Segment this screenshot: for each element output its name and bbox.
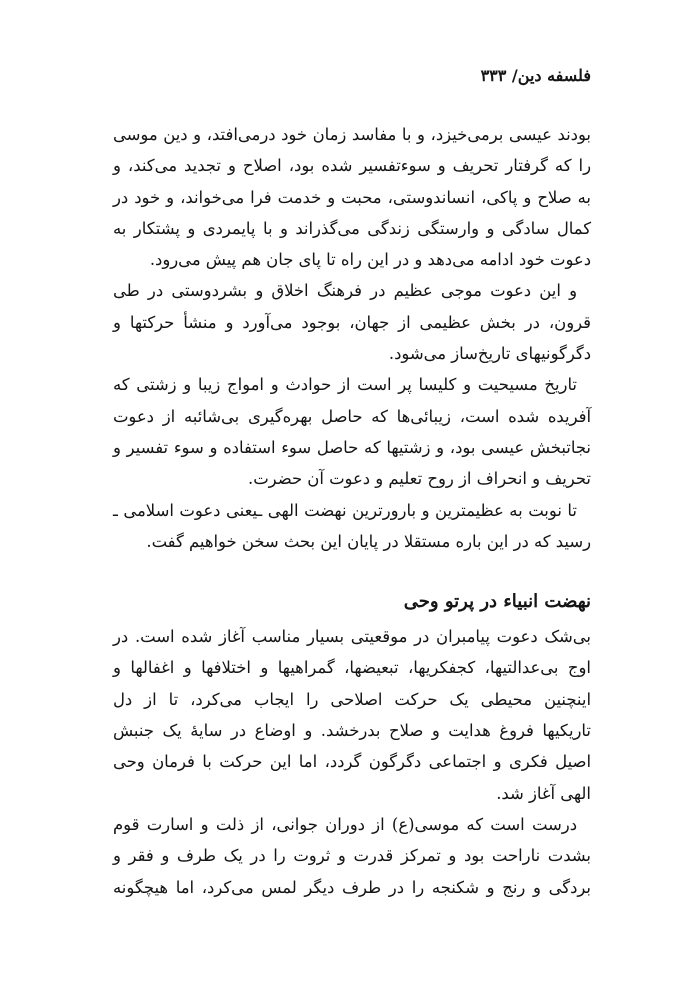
text-line: و این دعوت موجی عظیم در فرهنگ اخلاق و بشردوستی در طی [113,281,577,301]
paragraph [113,495,591,558]
text-line: تاریخ مسیحیت و کلیسا پر است از حوادث و امواج زیبا و زشتی که [113,375,577,395]
text-line: درست است که موسی(ع) از دوران جوانی، از ذلت و اسارت قوم [113,814,577,834]
text-line: را که گرفتار تحریف و سوءتفسیر شده بود، اصلاح و تجدید می‌کند، و [113,156,591,176]
text-line: آفریده شده است، زیبائی‌ها که حاصل بهره‌گیری بی‌شائبه از دعوت [113,406,591,426]
text-line: اینچنین محیطی یک حرکت اصلاحی را ایجاب می‌کرد، تا از دل [113,689,591,709]
text-line: بودند عیسی برمی‌خیزد، و با مفاسد زمان خود درمی‌افتد، و دین موسی [113,125,591,144]
text-line: کمال سادگی و وارستگی زندگی می‌گذراند و با پایمردی و پشتکار به [113,218,591,238]
page-body [113,119,591,903]
text-line: بردگی و رنج و شکنجه را در طرف دیگر لمس می‌کرد، اما هیچگونه [113,877,591,897]
text-line: تاریکیها فروغ هدایت و صلاح بدرخشد. و اوضاع در سایهٔ یک جنبش [113,721,591,741]
paragraph [113,809,591,903]
text-line: اوج بی‌عدالتیها، کجفکریها، تبعیضها، گمراهیها و اختلافها و اغفالها و [113,658,591,678]
running-head: فلسفه دین/ ۳۳۳ [480,66,591,85]
text-line: دگرگونیهای تاریخ‌ساز می‌شود. [388,344,591,364]
paragraph [113,275,591,369]
text-line: به صلاح و پاکی، انساندوستی، محبت و خدمت فرا می‌خواند، و خود در [113,187,591,207]
text-line: نجاتبخش عیسی بود، و زشتیها که حاصل سوء استفاده و سوء تفسیر و [113,437,591,457]
text-line: اصیل فکری و اجتماعی دگرگون گردد، اما این حرکت با فرمان وحی [113,752,591,772]
text-line: رسید که در این باره مستقلا در پایان این بحث سخن خواهیم گفت. [146,531,591,551]
text-line: بی‌شک دعوت پیامبران در موقعیتی بسیار مناسب آغاز شده است. در [113,627,591,647]
section-heading: نهضت انبیاء در پرتو وحی [403,591,591,613]
text-line: بشدت ناراحت بود و تمرکز قدرت و ثروت را در یک طرف و فقر و [113,846,591,866]
paragraph [113,369,591,494]
text-line: تا نوبت به عظیمترین و بارورترین نهضت الهی ـیعنی دعوت اسلامی ـ [113,500,577,520]
text-line: قرون، در بخش عظیمی از جهان، بوجود می‌آورد و منشأ حرکتها و [113,312,591,332]
paragraph [113,119,591,275]
paragraph [113,621,591,809]
text-line: دعوت خود ادامه می‌دهد و در این راه تا پای جان هم پیش می‌رود. [149,250,591,270]
text-line: تحریف و انحراف از روح تعلیم و دعوت آن حضرت. [248,469,591,489]
text-line: الهی آغاز شد. [496,783,591,803]
